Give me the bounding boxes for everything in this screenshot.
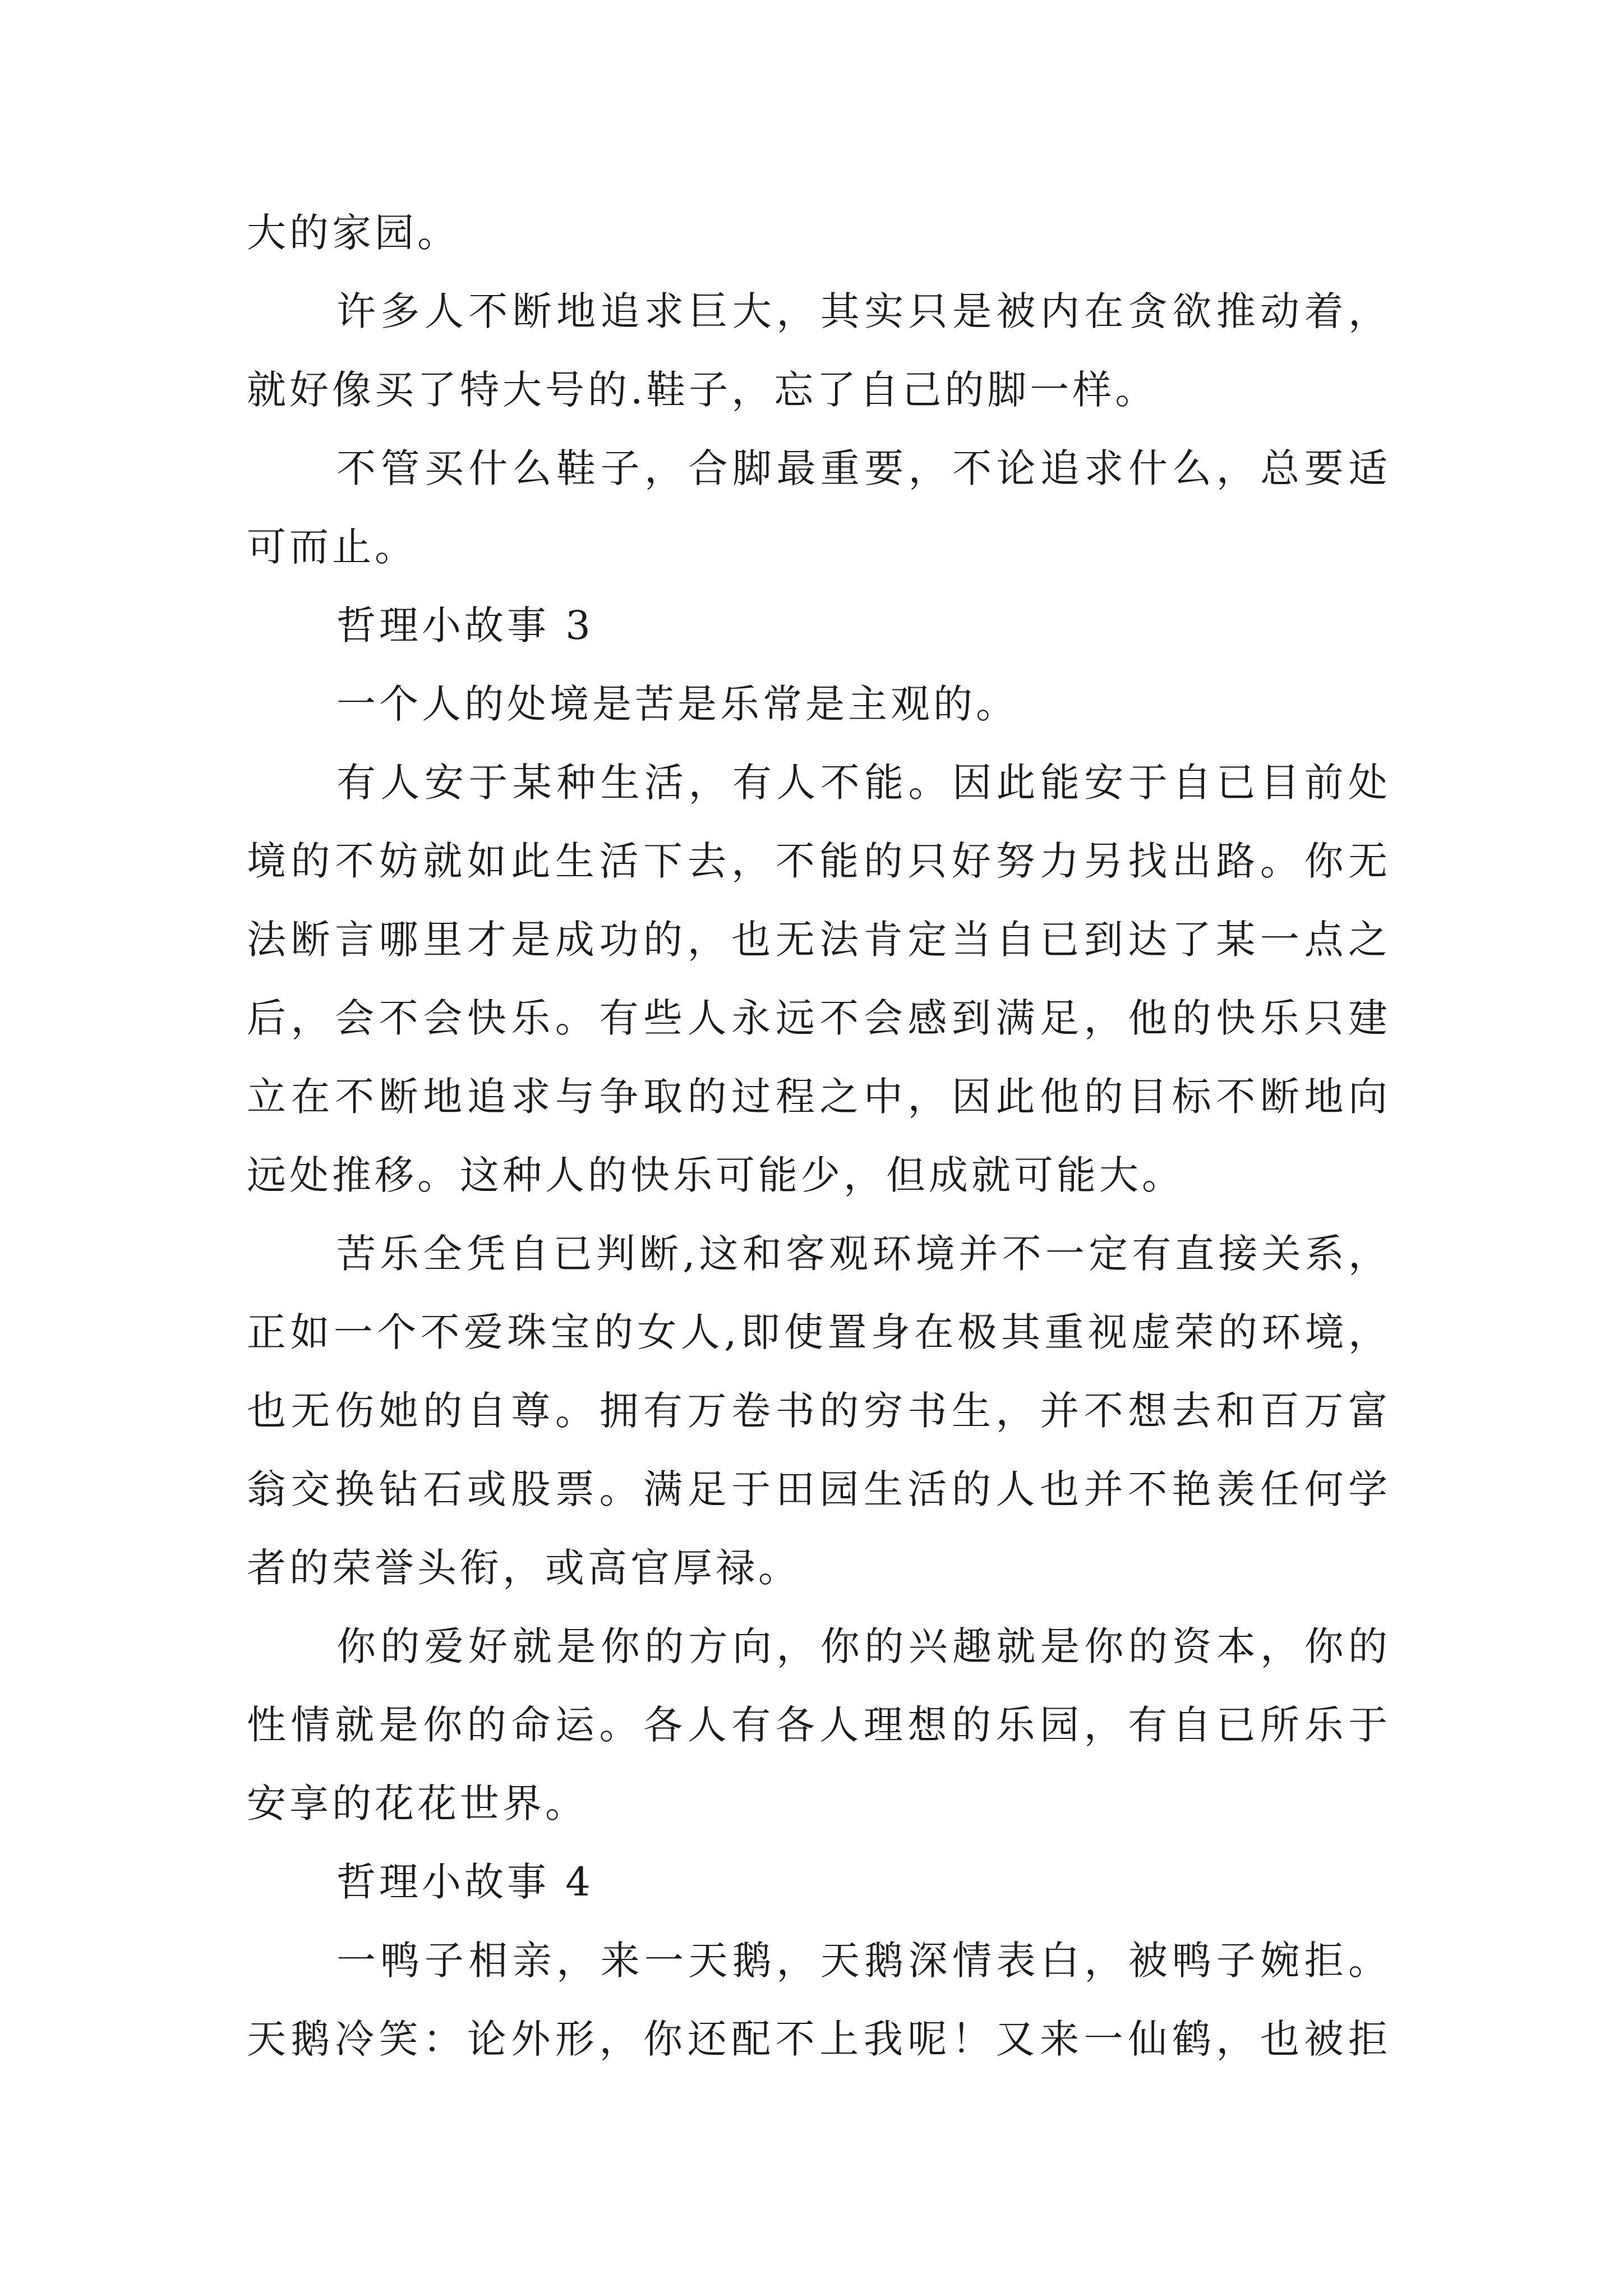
text-line: 一个人的处境是苦是乐常是主观的。 [336,681,1018,727]
text-line: 安享的花花世界。 [247,1780,588,1826]
text-line: 性情就是你的命运。各人有各人理想的乐园，有自已所乐于 [247,1702,1391,1748]
text-line: 就好像买了特大号的.鞋子，忘了自己的脚一样。 [247,367,1158,413]
text-line: 天鹅冷笑：论外形，你还配不上我呢！又来一仙鹤，也被拒 [247,2016,1391,2062]
text-line: 大的家园。 [247,210,460,256]
text-line: 境的不妨就如此生活下去，不能的只好努力另找出路。你无 [247,838,1391,884]
text-line: 也无伤她的自尊。拥有万卷书的穷书生，并不想去和百万富 [247,1388,1391,1434]
text-line: 一鸭子相亲，来一天鹅，天鹅深情表白，被鸭子婉拒。 [336,1938,1391,1984]
text-line: 法断言哪里才是成功的，也无法肯定当自已到达了某一点之 [247,917,1391,963]
text-line: 远处推移。这种人的快乐可能少，但成就可能大。 [247,1152,1184,1198]
text-line: 你的爱好就是你的方向，你的兴趣就是你的资本，你的 [336,1623,1391,1669]
text-line: 立在不断地追求与争取的过程之中，因此他的目标不断地向 [247,1074,1391,1120]
section-heading: 哲理小故事 4 [336,1859,594,1905]
text-line: 者的荣誉头衔，或高官厚禄。 [247,1545,801,1591]
section-heading: 哲理小故事 3 [336,602,594,648]
text-line: 后，会不会快乐。有些人永远不会感到满足，他的快乐只建 [247,995,1391,1041]
text-line: 苦乐全凭自已判断,这和客观环境并不一定有直接关系， [336,1231,1391,1277]
text-line: 不管买什么鞋子，合脚最重要，不论追求什么，总要适 [336,445,1391,491]
text-line: 有人安于某种生活，有人不能。因此能安于自已目前处 [336,760,1391,806]
text-line: 可而止。 [247,524,417,570]
text-line: 许多人不断地追求巨大，其实只是被内在贪欲推动着， [336,288,1391,334]
text-line: 正如一个不爱珠宝的女人,即使置身在极其重视虚荣的环境， [247,1309,1391,1355]
text-line: 翁交换钻石或股票。满足于田园生活的人也并不艳羡任何学 [247,1466,1391,1512]
